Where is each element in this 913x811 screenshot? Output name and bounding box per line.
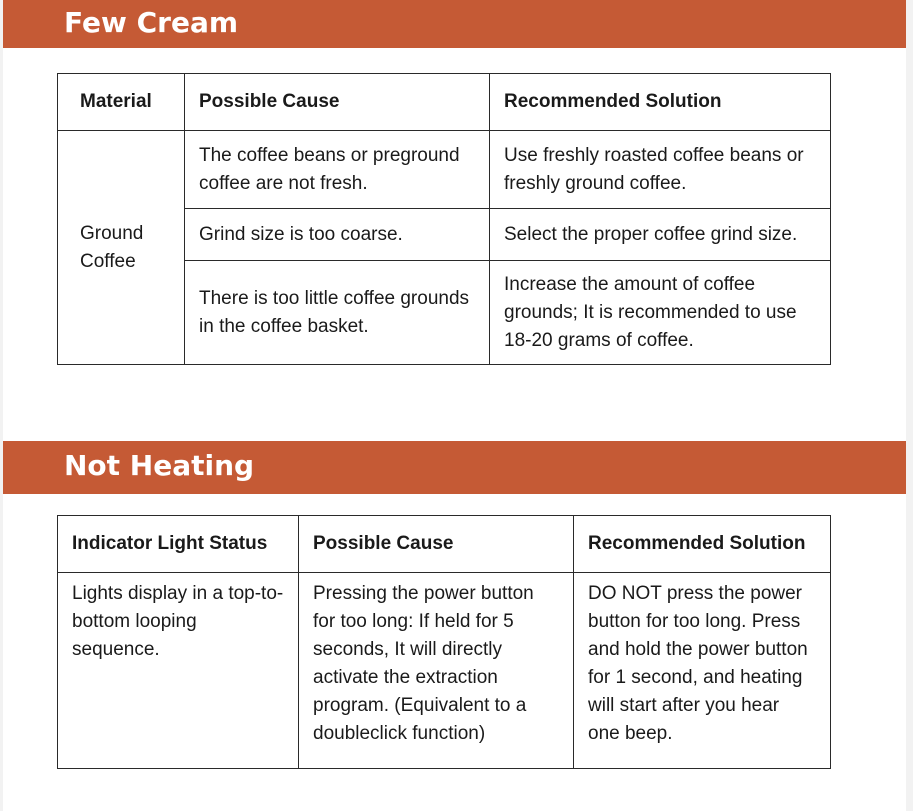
table-header-row <box>58 74 831 131</box>
few-cream-table <box>57 73 831 365</box>
cause-cell: There is too little coffee grounds in the coffee basket. <box>185 261 490 365</box>
column-header-possible-cause: Possible Cause <box>185 74 490 131</box>
column-header-recommended-solution: Recommended Solution <box>574 516 831 573</box>
solution-cell: Use freshly roasted coffee beans or freshly ground coffee. <box>490 131 831 209</box>
section-header-few-cream: Few Cream <box>3 0 906 48</box>
solution-cell: Increase the amount of coffee grounds; It is recommended to use 18-20 grams of coffee. <box>490 261 831 365</box>
page <box>3 0 906 811</box>
cause-cell: Grind size is too coarse. <box>185 209 490 261</box>
column-header-recommended-solution: Recommended Solution <box>490 74 831 131</box>
solution-cell: DO NOT press the power button for too long. Press and hold the power button for 1 second, and heating will start after you hear one beep. <box>574 573 831 769</box>
table-row <box>58 131 831 209</box>
material-cell: Ground Coffee <box>58 131 185 365</box>
solution-cell: Select the proper coffee grind size. <box>490 209 831 261</box>
status-cell: Lights display in a top-to-bottom looping sequence. <box>58 573 299 769</box>
column-header-indicator-light-status: Indicator Light Status <box>58 516 299 573</box>
column-header-possible-cause: Possible Cause <box>299 516 574 573</box>
column-header-material: Material <box>58 74 185 131</box>
not-heating-table <box>57 515 831 769</box>
section-header-not-heating: Not Heating <box>3 441 906 494</box>
cause-cell: Pressing the power button for too long: If held for 5 seconds, It will directly activate the extraction program. (Equivalent to a doubleclick function) <box>299 573 574 769</box>
table-row <box>58 573 831 769</box>
table-header-row <box>58 516 831 573</box>
cause-cell: The coffee beans or preground coffee are not fresh. <box>185 131 490 209</box>
